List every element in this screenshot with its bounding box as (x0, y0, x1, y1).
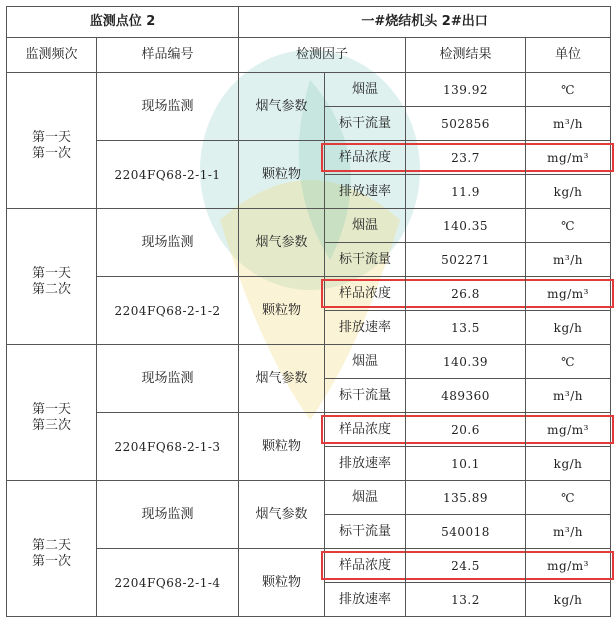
param-name: 烟温 (325, 73, 406, 107)
result-value: 140.35 (406, 209, 526, 243)
field-label: 现场监测 (97, 481, 239, 549)
sample-factor: 颗粒物 (239, 141, 325, 209)
col-result: 检测结果 (406, 38, 526, 73)
result-value: 489360 (406, 379, 526, 413)
param-name: 排放速率 (325, 583, 406, 617)
table-title-row (7, 7, 611, 38)
result-value: 23.7 (406, 141, 526, 175)
param-name: 烟温 (325, 209, 406, 243)
result-value: 502856 (406, 107, 526, 141)
result-value: 13.2 (406, 583, 526, 617)
frequency-run: 第二次 (31, 281, 71, 297)
field-factor: 烟气参数 (239, 481, 325, 549)
point-name: 一#烧结机头 2#出口 (239, 7, 611, 38)
col-sample-no: 样品编号 (97, 38, 239, 73)
table-row (7, 481, 611, 515)
frequency-cell (7, 73, 97, 209)
sample-number: 2204FQ68-2-1-1 (97, 141, 239, 209)
param-name: 排放速率 (325, 447, 406, 481)
sample-number: 2204FQ68-2-1-3 (97, 413, 239, 481)
frequency-cell (7, 345, 97, 481)
unit-value: m³/h (526, 107, 611, 141)
unit-value: kg/h (526, 583, 611, 617)
field-label: 现场监测 (97, 345, 239, 413)
frequency-cell (7, 481, 97, 617)
frequency-day: 第一天 (31, 129, 71, 145)
table-row (7, 549, 611, 583)
result-value: 135.89 (406, 481, 526, 515)
result-value: 540018 (406, 515, 526, 549)
unit-value: ℃ (526, 209, 611, 243)
unit-value: m³/h (526, 515, 611, 549)
unit-value: ℃ (526, 73, 611, 107)
frequency-cell (7, 209, 97, 345)
param-name: 排放速率 (325, 175, 406, 209)
result-value: 24.5 (406, 549, 526, 583)
result-value: 20.6 (406, 413, 526, 447)
field-factor: 烟气参数 (239, 73, 325, 141)
frequency-day: 第二天 (31, 537, 71, 553)
table-row (7, 413, 611, 447)
unit-value: ℃ (526, 345, 611, 379)
col-unit: 单位 (526, 38, 611, 73)
unit-value: kg/h (526, 175, 611, 209)
field-factor: 烟气参数 (239, 345, 325, 413)
unit-value: mg/m³ (526, 277, 611, 311)
unit-value: ℃ (526, 481, 611, 515)
unit-value: mg/m³ (526, 549, 611, 583)
sample-factor: 颗粒物 (239, 549, 325, 617)
sample-factor: 颗粒物 (239, 413, 325, 481)
param-name: 样品浓度 (325, 413, 406, 447)
result-value: 10.1 (406, 447, 526, 481)
param-name: 标干流量 (325, 107, 406, 141)
frequency-run: 第三次 (31, 417, 71, 433)
field-label: 现场监测 (97, 73, 239, 141)
table-row (7, 209, 611, 243)
monitoring-table (6, 6, 611, 617)
param-name: 标干流量 (325, 243, 406, 277)
table-row (7, 141, 611, 175)
table-row (7, 277, 611, 311)
param-name: 排放速率 (325, 311, 406, 345)
unit-value: m³/h (526, 243, 611, 277)
unit-value: kg/h (526, 311, 611, 345)
result-value: 13.5 (406, 311, 526, 345)
col-factor: 检测因子 (239, 38, 406, 73)
col-frequency: 监测频次 (7, 38, 97, 73)
param-name: 样品浓度 (325, 277, 406, 311)
param-name: 烟温 (325, 481, 406, 515)
point-label: 监测点位 2 (7, 7, 239, 38)
result-value: 139.92 (406, 73, 526, 107)
table-row (7, 73, 611, 107)
table-row (7, 345, 611, 379)
param-name: 样品浓度 (325, 141, 406, 175)
field-factor: 烟气参数 (239, 209, 325, 277)
param-name: 样品浓度 (325, 549, 406, 583)
unit-value: mg/m³ (526, 413, 611, 447)
result-value: 140.39 (406, 345, 526, 379)
param-name: 标干流量 (325, 515, 406, 549)
frequency-run: 第一次 (31, 553, 71, 569)
param-name: 烟温 (325, 345, 406, 379)
sample-number: 2204FQ68-2-1-4 (97, 549, 239, 617)
result-value: 11.9 (406, 175, 526, 209)
frequency-day: 第一天 (31, 401, 71, 417)
unit-value: mg/m³ (526, 141, 611, 175)
frequency-day: 第一天 (31, 265, 71, 281)
sample-number: 2204FQ68-2-1-2 (97, 277, 239, 345)
result-value: 502271 (406, 243, 526, 277)
param-name: 标干流量 (325, 379, 406, 413)
result-value: 26.8 (406, 277, 526, 311)
frequency-run: 第一次 (31, 145, 71, 161)
sample-factor: 颗粒物 (239, 277, 325, 345)
unit-value: kg/h (526, 447, 611, 481)
unit-value: m³/h (526, 379, 611, 413)
column-header-row (7, 38, 611, 73)
field-label: 现场监测 (97, 209, 239, 277)
